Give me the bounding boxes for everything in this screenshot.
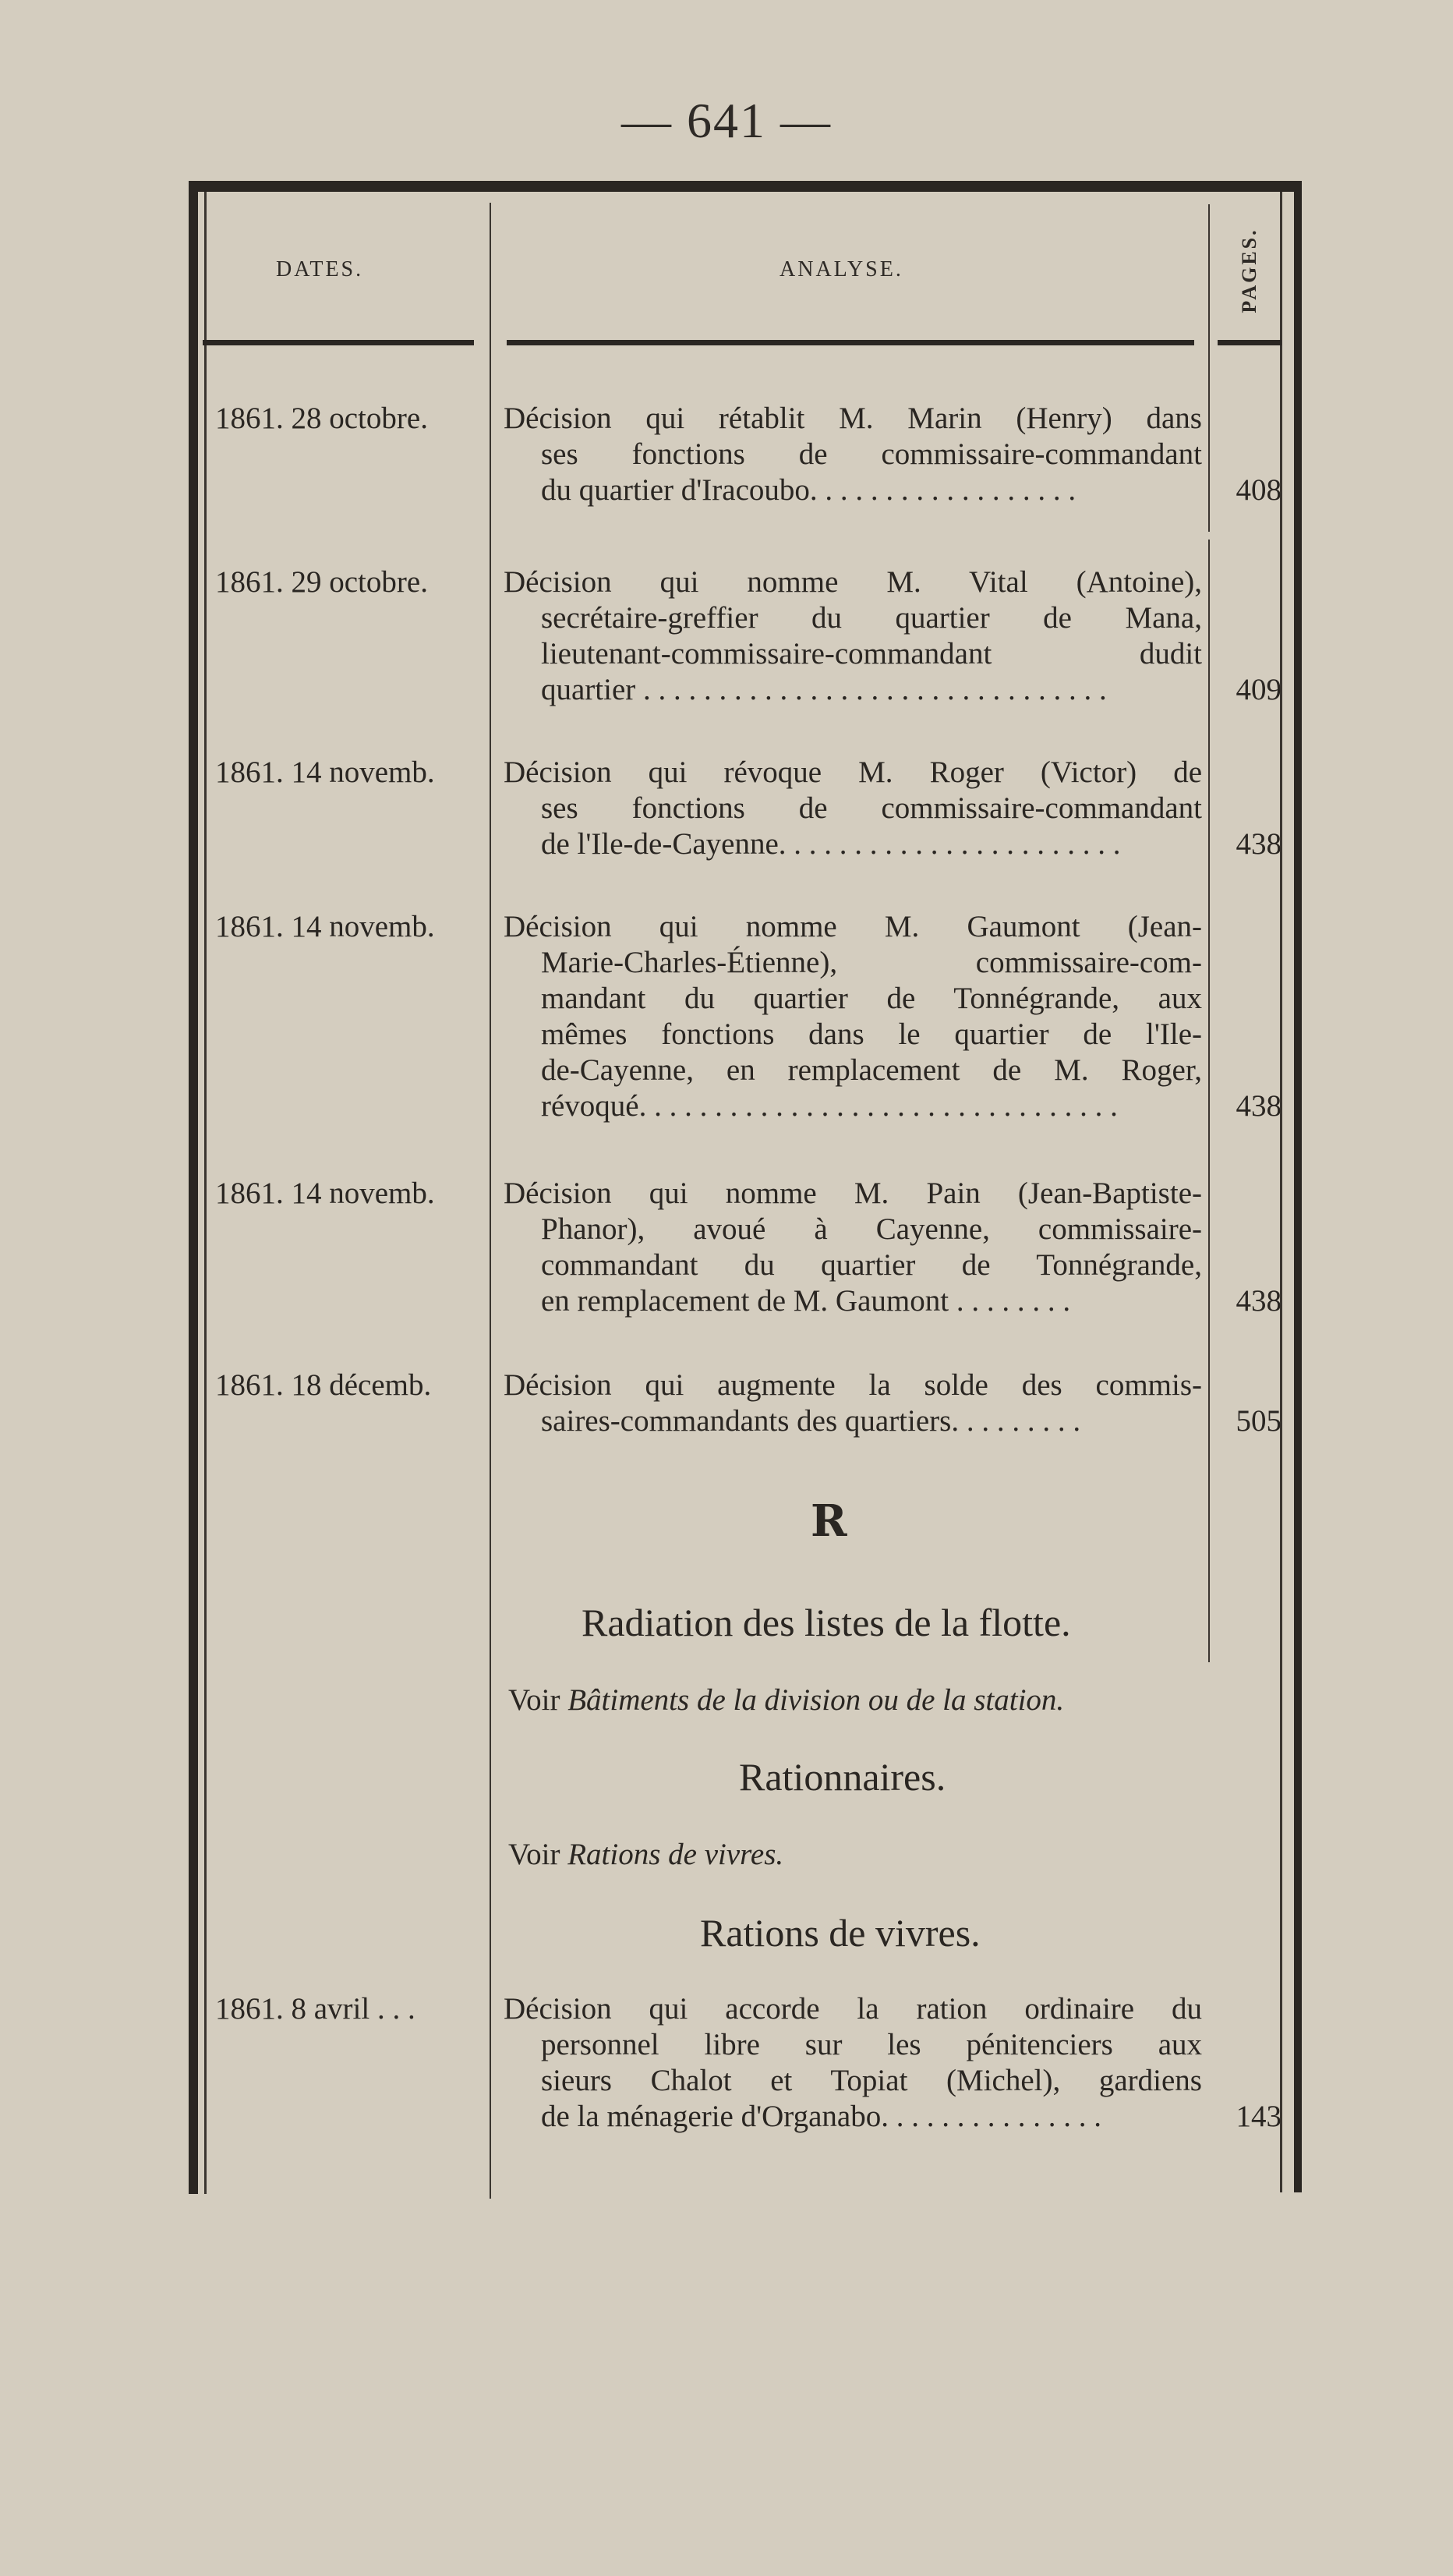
entry-line: ses fonctions de commissaire-commandant	[541, 437, 1202, 471]
entry-line: de l'Ile-de-Cayenne. . . . . . . . . . . . . . . . . . . . . . .	[541, 827, 1121, 861]
entry-line: Décision qui nomme M. Pain (Jean-Baptiste-	[504, 1177, 1202, 1210]
header-underline-dates	[203, 340, 474, 345]
entry-date: 1861. 18 décemb.	[215, 1368, 432, 1402]
entry-line: quartier . . . . . . . . . . . . . . . . . . . . . . . . . . . . . . .	[541, 673, 1107, 706]
see-reference-target: Rations de vivres.	[567, 1838, 784, 1871]
header-underline-analyse	[507, 340, 1194, 345]
entry-analysis	[504, 755, 1202, 862]
entry-line: Décision qui révoque M. Roger (Victor) de	[504, 755, 1202, 789]
entry-line: ses fonctions de commissaire-commandant	[541, 791, 1202, 825]
entry-line: sieurs Chalot et Topiat (Michel), gardiens	[541, 2064, 1202, 2097]
column-header-analyse: ANALYSE.	[780, 257, 903, 281]
section-letter: R	[811, 1495, 847, 1547]
entry-line: commandant du quartier de Tonnégrande,	[541, 1248, 1202, 1282]
entry-page: 408	[1236, 473, 1282, 507]
see-prefix: Voir	[508, 1838, 560, 1871]
entry-analysis	[504, 1368, 1202, 1439]
page-number: — 641 —	[621, 93, 832, 148]
entry-date: 1861. 29 octobre.	[215, 565, 428, 599]
entry-line: Décision qui rétablit M. Marin (Henry) dans	[504, 402, 1202, 435]
see-prefix: Voir	[508, 1683, 560, 1717]
entry-line: saires-commandants des quartiers. . . . . . . . .	[541, 1404, 1081, 1438]
entry-line: Décision qui nomme M. Vital (Antoine),	[504, 565, 1202, 599]
entry-page: 438	[1236, 1284, 1282, 1318]
entry-date: 1861. 14 novemb.	[215, 910, 435, 943]
table-left-inner-rule	[204, 192, 207, 2194]
entry-page: 505	[1236, 1404, 1282, 1438]
entry-line: secrétaire-greffier du quartier de Mana,	[541, 601, 1202, 635]
entry-page: 438	[1236, 827, 1282, 861]
entry-line: de-Cayenne, en remplacement de M. Roger,	[541, 1053, 1202, 1087]
entry-line: lieutenant-commissaire-commandant dudit	[541, 637, 1202, 671]
heading-rations-de-vivres: Rations de vivres.	[700, 1911, 981, 1955]
column-divider-pages	[1208, 204, 1210, 532]
entry-page: 143	[1236, 2100, 1282, 2133]
entry-line: révoqué. . . . . . . . . . . . . . . . . . . . . . . . . . . . . . . .	[541, 1089, 1118, 1123]
index-table	[189, 181, 1302, 2194]
entry-analysis	[504, 401, 1202, 508]
column-header-pages-label: PAGES.	[1238, 228, 1260, 313]
heading-radiation: Radiation des listes de la flotte.	[582, 1601, 1071, 1644]
entry-line: du quartier d'Iracoubo. . . . . . . . . . . . . . . . . .	[541, 473, 1076, 507]
entry-date: 1861. 28 octobre.	[215, 402, 428, 435]
entry-line: Décision qui nomme M. Gaumont (Jean-	[504, 910, 1202, 943]
entry-line: Décision qui augmente la solde des commis-	[504, 1368, 1202, 1402]
entry-page: 438	[1236, 1089, 1282, 1123]
entry-line: mêmes fonctions dans le quartier de l'Ile-	[541, 1017, 1202, 1051]
table-top-rule	[189, 181, 1302, 192]
entry-page: 409	[1236, 673, 1282, 706]
entry-date: 1861. 14 novemb.	[215, 1177, 435, 1210]
column-divider-dates	[490, 203, 491, 2199]
entry-analysis	[504, 1176, 1202, 1319]
entry-line: en remplacement de M. Gaumont . . . . . . . .	[541, 1284, 1071, 1318]
see-reference	[508, 1683, 1064, 1718]
table-left-rule	[189, 181, 198, 2194]
table-right-rule	[1294, 181, 1302, 2192]
entry-analysis	[504, 564, 1202, 708]
see-reference-target: Bâtiments de la division ou de la station.	[567, 1683, 1065, 1717]
see-reference	[508, 1837, 783, 1872]
entry-date: 1861. 14 novemb.	[215, 755, 435, 789]
entry-line: Décision qui accorde la ration ordinaire du	[504, 1992, 1202, 2026]
entry-date: 1861. 8 avril . . .	[215, 1992, 415, 2026]
entry-line: Marie-Charles-Étienne), commissaire-com-	[541, 946, 1202, 979]
entry-line: de la ménagerie d'Organabo. . . . . . . . . . . . . . .	[541, 2100, 1101, 2133]
entry-line: Phanor), avoué à Cayenne, commissaire-	[541, 1212, 1202, 1246]
column-header-dates: DATES.	[276, 257, 364, 281]
entry-analysis	[504, 909, 1202, 1124]
column-divider-pages-lower	[1208, 540, 1210, 1662]
entry-line: mandant du quartier de Tonnégrande, aux	[541, 982, 1202, 1015]
header-underline-pages	[1218, 340, 1282, 345]
heading-rationnaires: Rationnaires.	[739, 1755, 946, 1799]
column-header-pages	[1214, 212, 1285, 329]
entry-line: personnel libre sur les pénitenciers aux	[541, 2028, 1202, 2061]
